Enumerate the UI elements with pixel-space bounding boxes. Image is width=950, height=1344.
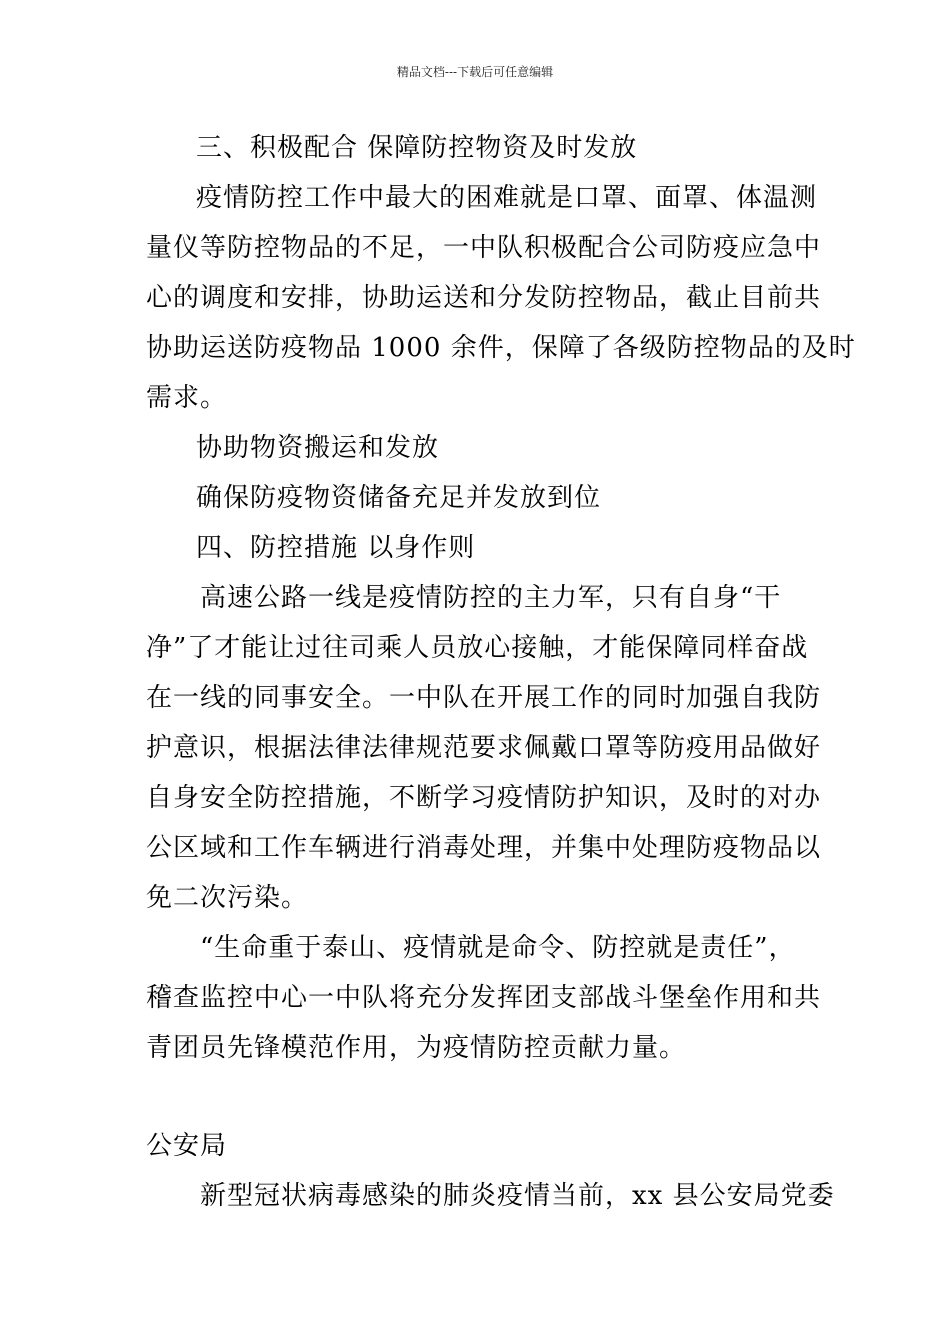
section-heading-4: 四、防控措施 以身作则	[196, 533, 476, 563]
paragraph-line: 协助运送防疫物品 1000 余件，保障了各级防控物品的及时	[146, 333, 856, 363]
closing-line: 稽查监控中心一中队将充分发挥团支部战斗堡垒作用和共	[146, 983, 822, 1013]
paragraph-line: 新型冠状病毒感染的肺炎疫情当前，xx 县公安局党委	[200, 1181, 835, 1211]
paragraph-line: 护意识，根据法律法律规范要求佩戴口罩等防疫用品做好	[146, 733, 822, 763]
paragraph-line: 自身安全防控措施，不断学习疫情防护知识，及时的对办	[146, 783, 822, 813]
paragraph-line: 疫情防控工作中最大的困难就是口罩、面罩、体温测	[196, 183, 818, 213]
paragraph-line: 需求。	[146, 383, 228, 413]
section-heading-3: 三、积极配合 保障防控物资及时发放	[196, 133, 638, 163]
image-caption: 协助物资搬运和发放	[196, 433, 440, 463]
section-title-police: 公安局	[146, 1131, 228, 1161]
closing-line: “生命重于泰山、疫情就是命令、防控就是责任”，	[200, 933, 796, 963]
paragraph-line: 量仪等防控物品的不足，一中队积极配合公司防疫应急中	[146, 233, 822, 263]
closing-line: 青团员先锋模范作用，为疫情防控贡献力量。	[146, 1033, 687, 1063]
paragraph-line: 净”了才能让过往司乘人员放心接触，才能保障同样奋战	[146, 633, 809, 663]
paragraph-line: 免二次污染。	[146, 883, 309, 913]
image-caption: 确保防疫物资储备充足并发放到位	[196, 483, 602, 513]
page-header: 精品文档---下载后可任意编辑	[396, 65, 554, 79]
paragraph-line: 公区域和工作车辆进行消毒处理，并集中处理防疫物品以	[146, 833, 822, 863]
paragraph-line: 高速公路一线是疫情防控的主力军，只有自身“干	[200, 583, 782, 613]
paragraph-line: 心的调度和安排，协助运送和分发防控物品，截止目前共	[146, 283, 822, 313]
paragraph-line: 在一线的同事安全。一中队在开展工作的同时加强自我防	[146, 683, 822, 713]
